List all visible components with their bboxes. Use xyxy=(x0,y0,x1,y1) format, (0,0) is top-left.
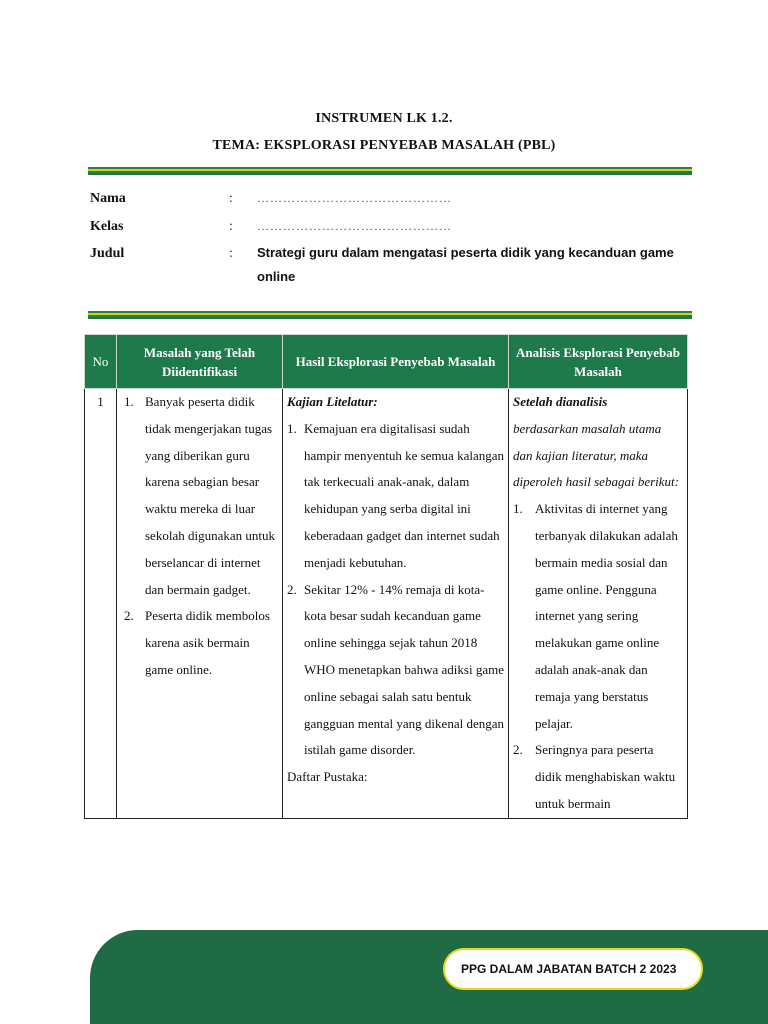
kelas-label: Kelas xyxy=(90,219,124,234)
list-item xyxy=(287,416,504,577)
document-theme: TEMA: EKSPLORASI PENYEBAB MASALAH (PBL) xyxy=(212,138,556,153)
header-analisis: Analisis Eksplorasi Penyebab Masalah xyxy=(509,335,688,389)
item-number: 1. xyxy=(513,501,523,517)
list-item xyxy=(513,496,683,737)
nama-label: Nama xyxy=(90,191,126,206)
item-number: 1. xyxy=(124,394,134,409)
cell-no: 1 xyxy=(85,389,117,819)
judul-colon: : xyxy=(229,246,233,261)
judul-value: Strategi guru dalam mengatasi peserta didik yang kecanduan game online xyxy=(257,245,674,284)
header-no: No xyxy=(85,335,117,389)
header-hasil: Hasil Eksplorasi Penyebab Masalah xyxy=(283,335,509,389)
kelas-colon: : xyxy=(229,219,233,234)
item-text: Kemajuan era digitalisasi sudah hampir menyentuh ke semua kalangan tak terkecuali anak-anak, dalam kehidupan yang serba digital ini keberadaan gadget dan internet sudah menjadi kebutuhan. xyxy=(304,420,504,570)
hasil-list xyxy=(287,416,504,764)
item-number: 2. xyxy=(287,581,297,597)
item-text: Banyak peserta didik tidak mengerjakan tugas yang diberikan guru karena sebagian besar waktu mereka di luar sekolah digunakan untuk berselancar di internet dan bermain gadget. xyxy=(145,394,275,597)
list-item xyxy=(513,737,683,817)
header-divider xyxy=(88,167,692,175)
analisis-intro: berdasarkan masalah utama dan kajian literatur, maka diperoleh hasil sebagai berikut: xyxy=(513,420,679,490)
item-number: 2. xyxy=(124,608,134,624)
cell-masalah xyxy=(117,389,283,819)
item-text: Peserta didik membolos karena asik bermain game online. xyxy=(145,608,270,677)
item-text: Aktivitas di internet yang terbanyak dilakukan adalah bermain media sosial dan game online. Pengguna internet yang sering melakukan game online adalah anak-anak dan remaja yang berstatus pelajar. xyxy=(535,501,678,731)
list-item xyxy=(287,577,504,765)
hasil-heading: Kajian Litelatur: xyxy=(287,394,378,409)
worksheet-table xyxy=(84,334,688,819)
list-item xyxy=(121,603,278,683)
masalah-list xyxy=(121,389,278,684)
daftar-pustaka: Daftar Pustaka: xyxy=(287,769,368,785)
analisis-heading: Setelah dianalisis xyxy=(513,394,608,409)
table-header-row xyxy=(85,335,688,389)
item-text: Sekitar 12% - 14% remaja di kota-kota besar sudah kecanduan game online sehingga sejak tahun 2018 WHO menetapkan bahwa adiksi game online sebagai salah satu bentuk gangguan mental yang dikenal dengan istilah game disorder. xyxy=(304,581,504,758)
header-masalah: Masalah yang Telah Diidentifikasi xyxy=(117,335,283,389)
analisis-list xyxy=(513,496,683,818)
item-number: 1. xyxy=(287,420,297,436)
kelas-value: ……………………………………… xyxy=(257,219,452,233)
item-number: 2. xyxy=(513,742,523,758)
nama-value: ……………………………………… xyxy=(257,191,452,205)
item-text: Seringnya para peserta didik menghabiskan waktu untuk bermain xyxy=(535,742,676,811)
cell-analisis xyxy=(509,389,688,819)
info-divider xyxy=(88,311,692,319)
list-item xyxy=(121,389,278,603)
cell-hasil xyxy=(283,389,509,819)
nama-colon: : xyxy=(229,191,233,206)
footer-label: PPG DALAM JABATAN BATCH 2 2023 xyxy=(461,962,677,976)
document-title: INSTRUMEN LK 1.2. xyxy=(315,111,453,126)
table-row xyxy=(85,389,688,819)
judul-label: Judul xyxy=(90,246,125,261)
